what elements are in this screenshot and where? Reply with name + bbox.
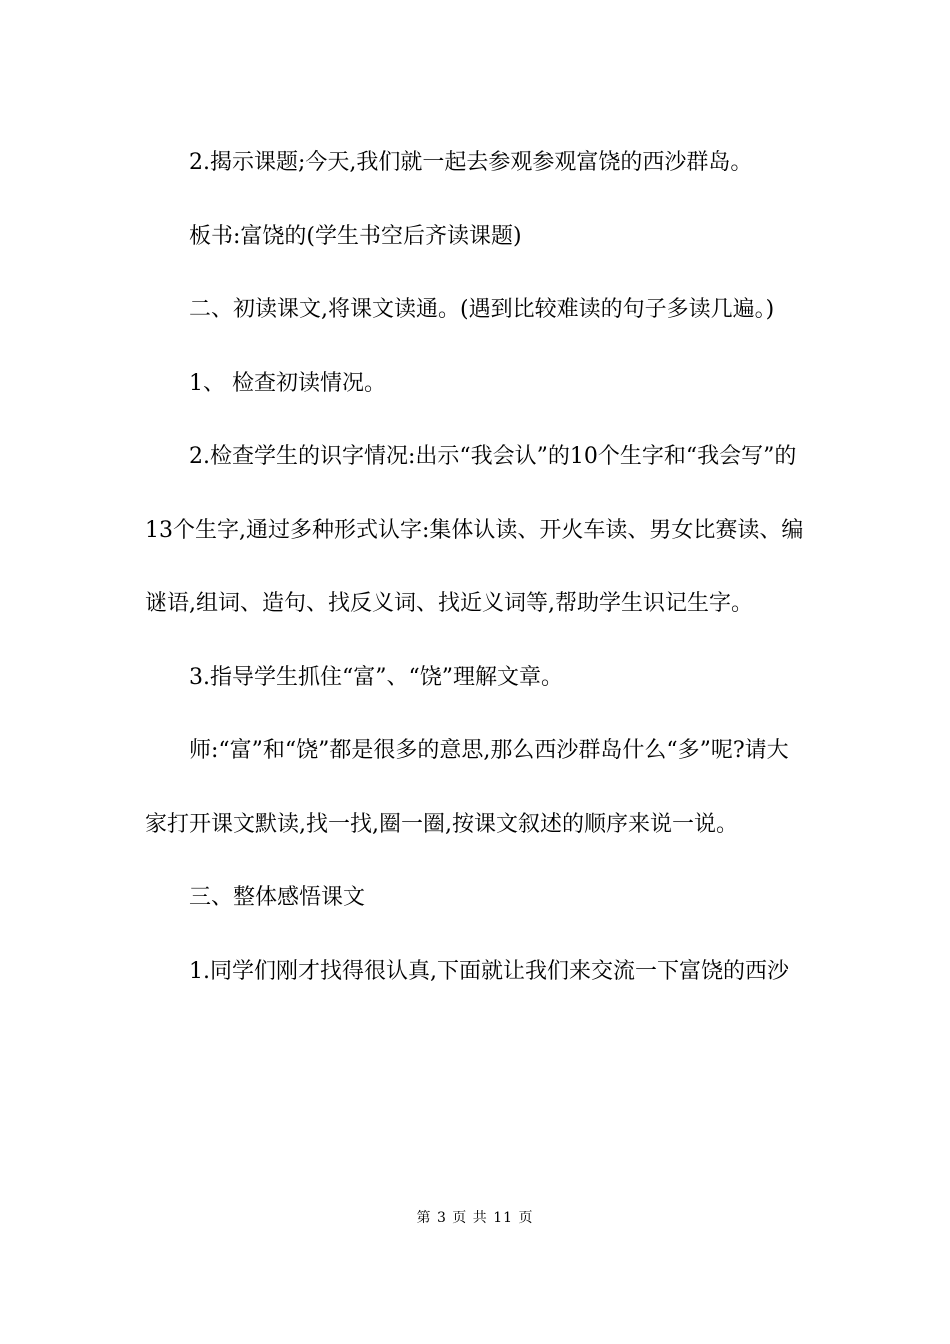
paragraph-section-three-heading: 三、整体感悟课文 <box>189 885 366 910</box>
paragraph-teacher-question: 师:“富”和“饶”都是很多的意思,那么西沙群岛什么“多”呢?请大家打开课文默读,找一找,圈一圈,按课文叙述的顺序来说一说。 <box>145 738 789 837</box>
paragraph-check-characters: 2.检查学生的识字情况:出示“我会认”的10个生字和“我会写”的13个生字,通过多种形式认字:集体认读、开火车读、男女比赛读、编谜语,组词、造句、找反义词、找近义词等,帮助学生识记生字。 <box>145 444 804 616</box>
paragraph-reveal-topic: 2.揭示课题;今天,我们就一起去参观参观富饶的西沙群岛。 <box>189 150 753 175</box>
paragraph-section-two-heading: 二、初读课文,将课文读通。(遇到比较难读的句子多读几遍。) <box>189 297 775 322</box>
paragraph-blackboard: 板书:富饶的(学生书空后齐读课题) <box>189 223 522 249</box>
paragraph-check-reading: 1、 检查初读情况。 <box>189 370 386 396</box>
document-body <box>145 126 805 1008</box>
paragraph-guide-students: 3.指导学生抓住“富”、“饶”理解文章。 <box>189 664 563 690</box>
page-number-footer: 第 3 页 共 11 页 <box>416 1210 534 1226</box>
paragraph-exchange: 1.同学们刚才找得很认真,下面就让我们来交流一下富饶的西沙 <box>189 958 789 984</box>
